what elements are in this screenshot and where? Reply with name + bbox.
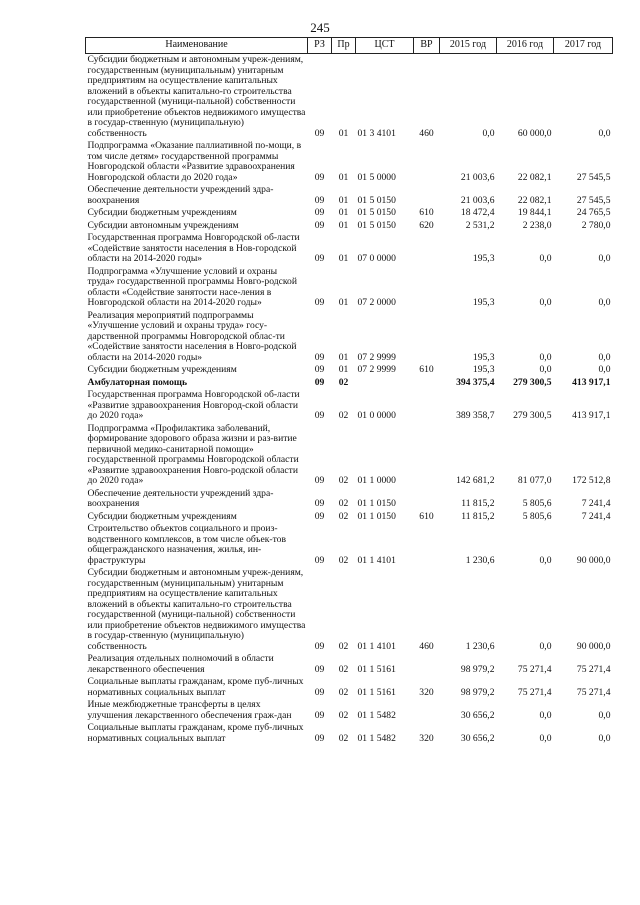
cell-2017: 0,0: [598, 364, 611, 375]
cell-rz: 09: [314, 351, 325, 363]
cell-vr: [414, 523, 440, 567]
table-row: [86, 232, 613, 266]
cell-rz: 09: [314, 498, 325, 509]
cell-rz: 09: [314, 732, 325, 744]
cell-rz: 09: [314, 194, 325, 206]
table-row: [86, 511, 613, 524]
cell-pr: 01: [338, 207, 349, 218]
cell-cst: 07 2 0000: [357, 297, 396, 308]
cell-2015: 195,3: [472, 297, 495, 308]
cell-2017: 90 000,0: [576, 554, 611, 566]
cell-vr: [414, 389, 440, 423]
cell-2016: 0,0: [539, 351, 552, 363]
table-body: [86, 54, 613, 746]
cell-cst: 01 1 0000: [357, 475, 396, 486]
cell-2016: 0,0: [539, 640, 552, 652]
cell-2016: 279 300,5: [513, 410, 552, 421]
cell-name: Обеспечение деятельности учреждений здра-воохранения: [87, 184, 274, 206]
cell-cst: 07 0 0000: [357, 253, 396, 264]
budget-table: [85, 37, 613, 745]
cell-rz: 09: [314, 376, 325, 388]
cell-2015: 195,3: [472, 351, 495, 363]
cell-cst: 07 2 9999: [357, 364, 396, 375]
cell-name: Строительство объектов социального и произ-водственного комплексов, в том числе объек-тов общегражданского назначения, жилья, ин-фраструктуры: [87, 523, 286, 566]
cell-2017: 27 545,5: [576, 171, 611, 183]
cell-cst: 01 1 4101: [357, 640, 396, 652]
cell-cst: 01 1 5161: [357, 663, 396, 675]
cell-2015: 1 230,6: [465, 554, 495, 566]
cell-pr: 01: [338, 219, 349, 231]
cell-cst: 01 1 4101: [357, 554, 396, 566]
cell-2016: 5 805,6: [522, 498, 552, 509]
header-pr: Пр: [332, 38, 356, 54]
header-vr: ВР: [414, 38, 440, 54]
header-2015: 2015 год: [440, 38, 497, 54]
header-row: [86, 38, 613, 54]
cell-pr: 02: [338, 498, 349, 509]
cell-pr: 02: [338, 663, 349, 675]
cell-2017: 7 241,4: [581, 510, 611, 522]
cell-2017: 172 512,8: [572, 475, 611, 486]
header-2017: 2017 год: [554, 38, 613, 54]
cell-2016: 279 300,5: [513, 376, 552, 388]
cell-vr: [414, 488, 440, 511]
cell-2015: 30 656,2: [460, 709, 495, 721]
cell-vr: [414, 423, 440, 488]
cell-2016: 0,0: [539, 709, 552, 721]
cell-name: Субсидии бюджетным и автономным учреж-дениям, государственным (муниципальным) унитарным предприятиям на осуществление капитальных вложений в объекты капитально-го строительства государственной (муници-пальной) собственности или приобретение объектов недвижимого имущества в государ-ственную (муниципальную) собственность: [87, 54, 306, 139]
table-row: [86, 220, 613, 233]
cell-name: Реализация мероприятий подпрограммы «Улучшение условий и охраны труда» госу-дарственной программы Новгородской облас-ти «Содействие занятости населения в Новго-родской области на 2014-2020 годы»: [87, 309, 297, 363]
cell-vr: [414, 377, 440, 390]
header-rz: РЗ: [308, 38, 332, 54]
cell-cst: 01 5 0150: [357, 207, 396, 218]
cell-2015: 389 358,7: [456, 410, 495, 421]
cell-2015: 195,3: [472, 253, 495, 264]
cell-pr: 02: [338, 410, 349, 421]
cell-name: Субсидии бюджетным учреждениям: [87, 510, 237, 522]
table-row: [86, 184, 613, 207]
cell-2016: 60 000,0: [517, 127, 552, 139]
cell-2015: 0,0: [482, 127, 495, 139]
cell-rz: 09: [314, 253, 325, 264]
cell-2017: 2 780,0: [581, 219, 611, 231]
cell-name: Социальные выплаты гражданам, кроме пуб-личных нормативных социальных выплат: [87, 676, 304, 698]
cell-2016: 0,0: [539, 253, 552, 264]
cell-2015: 195,3: [472, 364, 495, 375]
cell-vr: [414, 310, 440, 365]
cell-cst: [356, 377, 414, 390]
cell-name: Обеспечение деятельности учреждений здра-воохранения: [87, 487, 274, 509]
cell-vr: [414, 140, 440, 184]
cell-2017: 0,0: [598, 732, 611, 744]
table-row: [86, 567, 613, 653]
cell-2015: 1 230,6: [465, 640, 495, 652]
cell-name: Подпрограмма «Улучшение условий и охраны труда» государственной программы Новго-родской области «Содействие занятости насе-ления в Новгородской области на 2014-2020 годы»: [87, 265, 297, 308]
cell-rz: 09: [314, 219, 325, 231]
cell-cst: 01 0 0000: [357, 410, 396, 421]
cell-vr: 460: [419, 640, 434, 652]
table-row: [86, 423, 613, 488]
cell-rz: 09: [314, 686, 325, 698]
cell-name: Государственная программа Новгородской об-ласти «Содействие занятости населения в Нов-городской области на 2014-2020 годы»: [87, 232, 300, 264]
cell-pr: 02: [338, 554, 349, 566]
cell-2016: 0,0: [539, 732, 552, 744]
cell-pr: 02: [338, 510, 349, 522]
cell-pr: 01: [338, 127, 349, 139]
cell-pr: 02: [338, 475, 349, 486]
cell-rz: 09: [314, 207, 325, 218]
cell-name: Реализация отдельных полномочий в области лекарственного обеспечения: [87, 653, 274, 675]
cell-vr: [414, 653, 440, 676]
page-number: 245: [310, 20, 330, 35]
cell-pr: 02: [338, 686, 349, 698]
cell-cst: 01 1 5161: [357, 686, 396, 698]
cell-2017: 90 000,0: [576, 640, 611, 652]
cell-2016: 22 082,1: [517, 194, 552, 206]
cell-2016: 22 082,1: [517, 171, 552, 183]
cell-2017: 413 917,1: [572, 410, 611, 421]
cell-pr: 01: [338, 364, 349, 375]
cell-name: Подпрограмма «Оказание паллиативной по-мощи, в том числе детям» государственной программы Новгородской области «Развитие здравоохранения Новгородской области до 2020 года»: [87, 140, 302, 183]
cell-2015: 18 472,4: [460, 207, 495, 218]
cell-name: Субсидии бюджетным учреждениям: [87, 364, 237, 375]
cell-rz: 09: [314, 554, 325, 566]
cell-rz: 09: [314, 510, 325, 522]
cell-cst: 01 1 0150: [357, 498, 396, 509]
table-row: [86, 523, 613, 567]
table-row: [86, 389, 613, 423]
cell-2017: 75 271,4: [576, 663, 611, 675]
cell-name: Социальные выплаты гражданам, кроме пуб-личных нормативных социальных выплат: [87, 722, 304, 744]
cell-vr: 320: [419, 686, 434, 698]
cell-rz: 09: [314, 663, 325, 675]
cell-cst: 01 1 5482: [357, 709, 396, 721]
table-row: [86, 676, 613, 699]
cell-2017: 7 241,4: [581, 498, 611, 509]
cell-2016: 75 271,4: [517, 663, 552, 675]
cell-vr: 610: [419, 364, 434, 375]
cell-vr: [414, 699, 440, 722]
cell-2016: 81 077,0: [517, 475, 552, 486]
table-row: [86, 207, 613, 220]
cell-2015: 2 531,2: [465, 219, 495, 231]
cell-vr: 460: [419, 127, 434, 139]
header-name: Наименование: [86, 38, 308, 54]
cell-cst: 01 5 0000: [357, 171, 396, 183]
cell-pr: 01: [338, 171, 349, 183]
cell-pr: 01: [338, 194, 349, 206]
cell-vr: [414, 232, 440, 266]
cell-name: Амбулаторная помощь: [87, 376, 188, 388]
table-row: [86, 54, 613, 141]
cell-cst: 01 1 0150: [357, 510, 396, 522]
cell-name: Субсидии автономным учреждениям: [87, 219, 239, 231]
cell-2016: 2 238,0: [522, 219, 552, 231]
cell-2017: 24 765,5: [576, 207, 611, 218]
cell-2015: 21 003,6: [460, 171, 495, 183]
cell-2017: 0,0: [598, 253, 611, 264]
table-row: [86, 653, 613, 676]
cell-cst: 01 5 0150: [357, 219, 396, 231]
table-row: [86, 722, 613, 745]
cell-name: Иные межбюджетные трансферты в целях улучшения лекарственного обеспечения граж-дан: [87, 699, 292, 721]
cell-rz: 09: [314, 475, 325, 486]
table-row: [86, 488, 613, 511]
cell-2017: 413 917,1: [572, 376, 611, 388]
cell-rz: 09: [314, 171, 325, 183]
cell-2015: 21 003,6: [460, 194, 495, 206]
cell-name: Субсидии бюджетным и автономным учреж-дениям, государственным (муниципальным) унитарным предприятиям на осуществление капитальных вложений в объекты капитально-го строительства государственной (муници-пальной) собственности или приобретение объектов недвижимого имущества в государ-ственную (муниципальную) собственность: [87, 567, 306, 652]
cell-2016: 19 844,1: [517, 207, 552, 218]
cell-vr: [414, 266, 440, 310]
cell-rz: 09: [314, 364, 325, 375]
cell-2015: 142 681,2: [456, 475, 495, 486]
cell-2017: 0,0: [598, 709, 611, 721]
cell-rz: 09: [314, 297, 325, 308]
cell-2017: 27 545,5: [576, 194, 611, 206]
cell-2017: 0,0: [598, 297, 611, 308]
cell-rz: 09: [314, 640, 325, 652]
header-cst: ЦСТ: [356, 38, 414, 54]
table-row: [86, 266, 613, 310]
cell-2015: 30 656,2: [460, 732, 495, 744]
table-row: [86, 364, 613, 377]
cell-vr: 620: [419, 219, 434, 231]
table-header: [86, 38, 613, 54]
cell-2016: 0,0: [539, 364, 552, 375]
cell-pr: 02: [338, 640, 349, 652]
cell-rz: 09: [314, 127, 325, 139]
cell-cst: 01 5 0150: [357, 194, 396, 206]
cell-2016: 0,0: [539, 297, 552, 308]
cell-cst: 01 3 4101: [357, 127, 396, 139]
cell-vr: 610: [419, 510, 434, 522]
cell-2017: 0,0: [598, 127, 611, 139]
cell-name: Подпрограмма «Профилактика заболеваний, формирование здорового образа жизни и раз-витие первичной медико-санитарной помощи» государственной программы Новгородской области «Развитие здравоохранения Новго-родской области до 2020 года»: [87, 422, 299, 486]
cell-rz: 09: [314, 410, 325, 421]
cell-2016: 5 805,6: [522, 510, 552, 522]
cell-2015: 98 979,2: [460, 686, 495, 698]
cell-pr: 02: [338, 376, 349, 388]
cell-pr: 01: [338, 351, 349, 363]
cell-rz: 09: [314, 709, 325, 721]
cell-pr: 02: [338, 709, 349, 721]
cell-cst: 07 2 9999: [357, 351, 396, 363]
cell-2015: 11 815,2: [461, 510, 495, 522]
cell-name: Государственная программа Новгородской об-ласти «Развитие здравоохранения Новгород-ской области до 2020 года»: [87, 389, 300, 421]
cell-pr: 01: [338, 253, 349, 264]
cell-vr: [414, 184, 440, 207]
cell-vr: 610: [419, 207, 434, 218]
cell-name: Субсидии бюджетным учреждениям: [87, 207, 237, 218]
table-row: [86, 310, 613, 365]
cell-2015: 98 979,2: [460, 663, 495, 675]
cell-2016: 75 271,4: [517, 686, 552, 698]
table-row: [86, 699, 613, 722]
cell-cst: 01 1 5482: [357, 732, 396, 744]
cell-2015: 394 375,4: [456, 376, 495, 388]
cell-2017: 0,0: [598, 351, 611, 363]
table-row: [86, 140, 613, 184]
table-row: [86, 377, 613, 390]
cell-vr: 320: [419, 732, 434, 744]
cell-2016: 0,0: [539, 554, 552, 566]
cell-2017: 75 271,4: [576, 686, 611, 698]
cell-2015: 11 815,2: [461, 498, 495, 509]
header-2016: 2016 год: [497, 38, 554, 54]
cell-pr: 02: [338, 732, 349, 744]
cell-pr: 01: [338, 297, 349, 308]
